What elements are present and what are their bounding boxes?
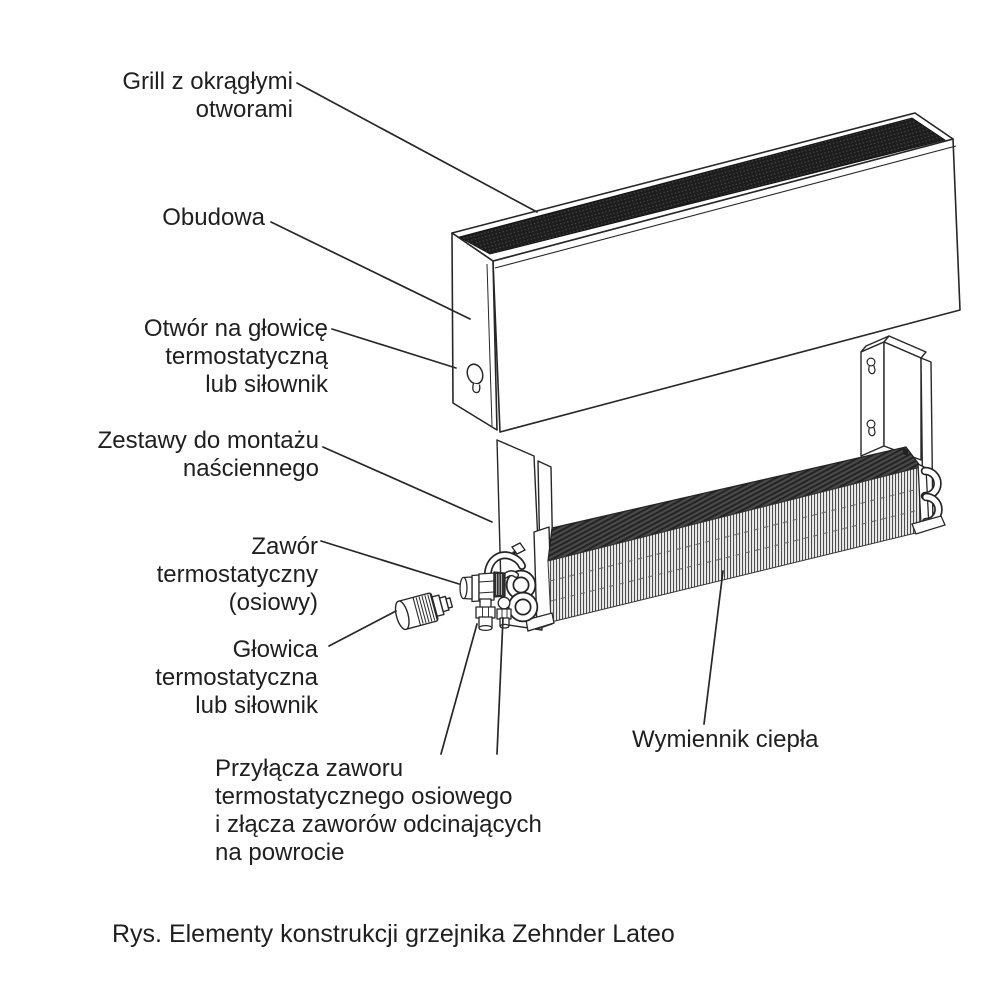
leader-przylacza-1 <box>441 624 477 754</box>
leader-zestawy <box>323 447 492 522</box>
valve-knurled-ring <box>494 572 505 597</box>
label-wymiennik <box>632 726 819 754</box>
label-grill <box>122 68 293 124</box>
housing-end-cap <box>452 233 497 430</box>
label-zawor <box>157 533 318 617</box>
label-zestawy-line1: Zestawy do montażu <box>97 427 319 454</box>
label-przylacza-line4: na powrocie <box>215 839 345 866</box>
label-glowica-line3: lub siłownik <box>195 692 318 719</box>
label-przylacza-line1: Przyłącza zaworu <box>215 755 404 782</box>
leader-grill <box>297 83 537 212</box>
label-otwor-line3: lub siłownik <box>205 371 328 398</box>
label-przylacza <box>215 755 542 867</box>
leader-obudowa <box>271 222 470 319</box>
label-otwor-line1: Otwór na głowicę <box>143 315 328 342</box>
figure-caption: Rys. Elementy konstrukcji grzejnika Zehnder Lateo <box>112 920 675 948</box>
leader-wymiennik <box>704 571 723 724</box>
label-zawor-line1: Zawór <box>251 533 318 560</box>
label-zawor-line2: termostatyczny <box>156 561 318 588</box>
valve-body-seg2 <box>472 575 479 602</box>
label-otwor <box>144 315 328 399</box>
leader-otwor <box>332 329 456 368</box>
leader-zawor <box>321 541 459 584</box>
bracket-right-plate <box>884 342 921 460</box>
label-obudowa-line1: Obudowa <box>162 204 265 231</box>
leader-przylacza-2 <box>497 618 503 754</box>
label-wymiennik-line1: Wymiennik ciepła <box>632 726 819 753</box>
label-zestawy <box>98 427 319 483</box>
thermostatic-head <box>393 588 455 631</box>
label-zawor-line3: (osiowy) <box>228 589 318 616</box>
label-otwor-line2: termostatyczną <box>165 343 328 370</box>
label-zestawy-line2: naściennego <box>182 455 319 482</box>
valve-cap-face <box>460 578 467 599</box>
label-grill-line2: otworami <box>195 96 293 123</box>
heat-exchanger <box>534 447 929 629</box>
label-obudowa <box>162 204 265 232</box>
leader-glowica <box>329 611 396 646</box>
label-przylacza-line2: termostatycznego osiowego <box>215 783 513 810</box>
valve-branch2-union <box>498 597 510 609</box>
label-przylacza-line3: i złącza zaworów odcinających <box>215 811 542 838</box>
label-grill-line1: Grill z okrągłymi <box>122 68 293 95</box>
label-glowica-line1: Głowica <box>232 636 318 663</box>
label-glowica-line2: termostatyczna <box>155 664 318 691</box>
label-glowica <box>155 636 318 720</box>
valve-body-main <box>479 573 494 601</box>
